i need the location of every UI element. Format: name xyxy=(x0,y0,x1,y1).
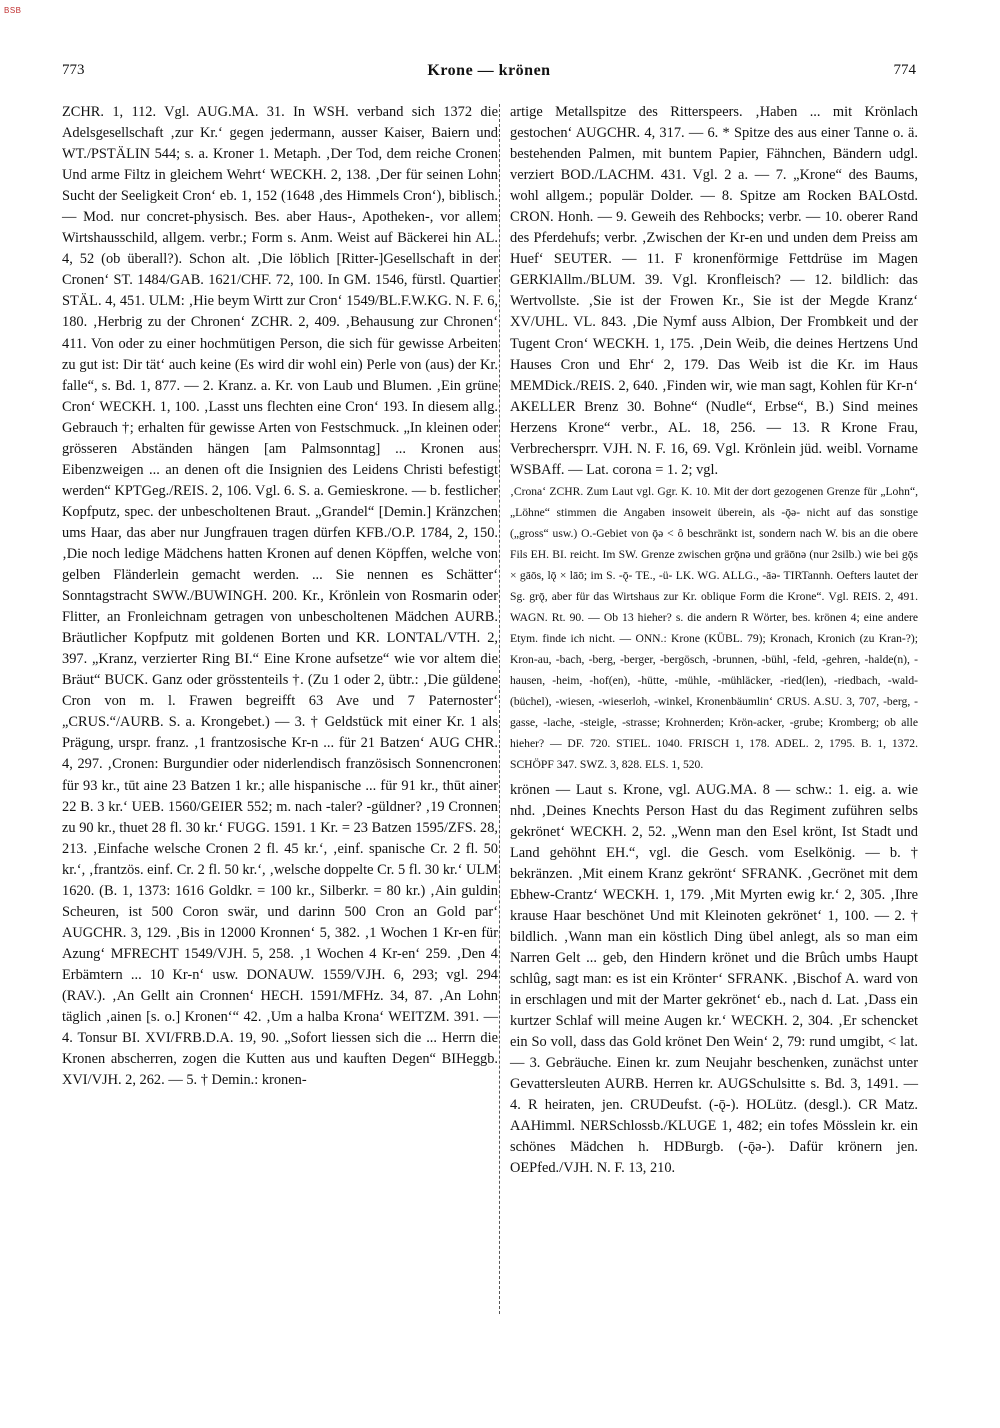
right-column xyxy=(510,102,918,1179)
entry-text-kroenen: krönen — Laut s. Krone, vgl. AUG.MA. 8 — schw.: 1. eig. a. wie nhd. ‚Deines Knechts Person Hast du das Regiment zuführen selbs gekrönet‘ WECKH. 2, 52. „Wenn man den Esel krönt, Ist Stadt und Land gehöhnt EH.“, vgl. die Gesch. vom Eselkönig. — b. † bekränzen. ‚Mit einem Kranz gekrönt‘ SFRANK. ‚Gecrönet mit dem Ebhew-Crantz‘ WECKH. 1, 179. ‚Mit Myrten ewig kr.‘ 2, 305. ‚Ihre krause Haar beschönet Und mit Kleinoten gekrönet‘ 1, 100. — 2. † bildlich. ‚Wann man ein köstlich Ding übel anlegt, als so man eim Narren Gelt ... geb, den Hindern krönet und die Brûch umbs Haupt schlûg, sagt man: es ist ein Kröntег‘ SFRANK. ‚Bischof A. ward von in erschlagen und mit der Marter gekrönet‘ eb., nach d. Lat. ‚Dass ein kurtzer Schlaf will meine Augen kr.‘ WECKH. 2, 304. ‚Er schencket ein So voll, dass das Gold krönet Den Wein‘ 2, 79: rund umgibt, < lat. — 3. Gebräuche. Einen kr. zum Neujahr beschenken, zunächst unter Gevattersleuten AURB. Herren kr. AUGSchulsitte s. Bd. 3, 1491. — 4. R heiraten, jen. CRUDeufst. (-ǭ-). HOLütz. (desgl.). CR Matz. AAHimml. NERSchlossb./KLUGE 1, 482; ein tofes Mösslein kr. ein schönes Mädchen h. HDBurgb. (-ǭə-). Dafür krönern jen. OEPfed./VJH. N. F. 13, 210. xyxy=(510,781,918,1177)
entry-text-krone-senses: artige Metallspitze des Ritterspeers. ‚Haben ... mit Krönlach gestochen‘ AUGCHR. 4, 317. — 6. * Spitze des aus einer Tanne o. ä. bestehenden Palmen, mit buntem Papier, Fähnchen, Bändern udgl. verziert BOD./LACHM. 431. Vgl. 2 a. — 7. „Krone“ des Baums, wohl allgem.; populär Dolder. — 8. Spitze am Rocken BALOstd. CRON. Honh. — 9. Geweih des Rehbocks; verbr. — 10. oberer Rand des Pferdehufs; verbr. ‚Zwischen der Kr-en und unden dem Preiss am Huef‘ SEUTER. — 11. F kronenförmige Fettdrüse im Magen GERKlAllm./BLUM. 39. Vgl. Kronfleisch? — 12. bildlich: das Wertvollste. ‚Sie ist der Frowen Kr., Sie ist der Megde Kranz‘ XV/UHL. VL. 843. ‚Die Nymf auss Albion, Der Frombkeit und der Tugent Cron‘ WECKH. 1, 175. ‚Dein Weib, die deines Hertzens Und Hauses Cron und Ehr‘ 2, 179. Das Weib ist die Kr. im Haus MEMDick./REIS. 2, 640. ‚Finden wir, wie man sagt, Kohlen für Kr-n‘ AKELLER Brenz 30. Bohne“ (Nudle“, Erbse“, B.) Sind meines Herzens Krone“ verbr., AL. 18, 256. — 13. R Krone Frau, Verbrechersprr. VJH. N. F. 16, 69. Vgl. Krönlein jüd. weibl. Vorname WSBAff. — Lat. corona = 1. 2; vgl. xyxy=(510,104,918,478)
left-column xyxy=(62,102,498,1091)
entry-text-krone-continued: ZCHR. 1, 112. Vgl. AUG.MA. 31. In WSH. verband sich 1372 die Adelsgesellschaft ‚zur Kr.‘ gegen jedermann, ausser Kaiser, Baiern und WT./PSTÄLIN 544; s. a. Kroner 1. Metaph. ‚Der Tod, dem reiche Cronen Und arme Filtz in gleichem Wehrt‘ WECKH. 2, 138. ‚Der für seinen Lohn Sucht der Seeligkeit Cron‘ eb. 1, 152 (1648 ‚des Himmels Cron‘), biblisch. — Mod. nur concret-physisch. Bes. aber Haus-, Apotheken-, vor allem Wirtshausschild, allgem. verbr.; Form s. Anm. Weist auf Bäckerei hin AL. 4, 52 (ob überall?). Schon alt. ‚Die löblich [Ritter-]Gesellschaft in der Cronen‘ ST. 1484/GAB. 1621/CHF. 72, 100. In GM. 1546, fürstl. Quartier STÄL. 4, 451. ULM: ‚Hie beym Wirtt zur Cron‘ 1549/BL.F.W.KG. N. F. 6, 180. ‚Herbrig zu der Chronen‘ ZCHR. 2, 409. ‚Behausung zur Chronen‘ 411. Von oder zu einer hochmütigen Person, die sich für gewisse Arbeiten zu gut ist: Dir tät‘ auch keine (Es wird dir wohl ein) Perle von (aus) der Kr. falle“, s. Bd. 1, 877. — 2. Kranz. a. Kr. von Laub und Blumen. ‚Ein grüne Cron‘ WECKH. 1, 100. ‚Lasst uns flechten eine Cron‘ 193. In diesem allg. Gebrauch †; erhalten für gewisse Arten von Festschmuck. „In kleinen oder grösseren Abständen hängen [am Palmsonntag] ... Kronen aus Eibenzweigen ... an denen oft die Insignien des Leidens Christi befestigt werden“ KPTGeg./REIS. 2, 106. Vgl. 6. S. a. Gemieskrone. — b. festlicher Kopfputz, spec. der unbescholtenen Braut. „Grandel“ [Demin.] Kränzchen ums Haar, das aber nur Jungfrauen tragen dürfen KFB./O.P. 1784, 2, 150. ‚Die noch ledige Mädchens hatten Kronen auf denen Köpffen, welche von gelben Fländerlein gemacht werden. ... Sie nennen es Schätter‘ Sonntagstracht SWW./BUWINGH. 200. Kr., Krönlein von Rosmarin oder Flitter, an Fronleichnam getragen von unbescholtenen Mädchen AURB. Bräutlicher Kopfputz mit goldenen Borten und KR. LONTAL/VTH. 2, 397. „Kranz, verzierter Ring BI.“ Eine Krone aufsetze“ wie vor altem die Bräut“ BUCK. Ganz oder grösstenteils †. (Zu 1 oder 2, übtr.: ‚Die güldene Cron von m. l. Frawen begreifft 63 Ave und 7 Paternoster‘ „CRUS.“/AURB. S. a. Krongebet.) — 3. † Geldstück mit einer Kr. 1 als Prägung, urspr. franz. ‚1 frantzosische Kr-n ... für 21 Batzen‘ AUG CHR. 4, 297. ‚Cronen: Burgundier oder niderlendisch französisch Sonnencronen für 93 kr., tūt aine 23 Batzen 1 kr.; alle hispanische ... für 91 kr., thūt ainer 22 B. 3 kr.‘ UEB. 1560/GEIER 552; m. nach -taler? -güldner? ‚19 Cronnen zu 90 kr., thuet 28 fl. 30 kr.‘ FUGG. 1591. 1 Kr. = 23 Batzen 1595/ZFS. 28, 213. ‚Einfache welsche Cronen 2 fl. 45 kr.‘, ‚einf. spanische Cr. 2 fl. 50 kr.‘, ‚frantzös. einf. Cr. 2 fl. 50 kr.‘, ‚welsche doppelte Cr. 5 fl. 30 kr.‘ ULM 1620. (B. 1, 1373: 1616 Goldkr. = 100 kr., Silberkr. = 80 kr.) ‚Ain guldin Scheuren, ist 500 Coron swär, und darinn 500 Cron an Gold par‘ AUGCHR. 3, 129. ‚Bis in 12000 Kronnen‘ 5, 382. ‚1 Wochen 1 Kr-en für Azung‘ MFRECHT 1549/VJH. 5, 258. ‚1 Wochen 4 Kr-en‘ 259. ‚Den 4 Erbämtern ... 10 Kr-n‘ usw. DONAUW. 1559/VJH. 6, 293; vgl. 294 (RAV.). ‚An Gellt ain Cronnen‘ HECH. 1591/MFHz. 34, 87. ‚An Lohn täglich ‚ainen [s. o.] Kronen‘“ 42. ‚Um a halba Krona‘ WEITZM. 391. — 4. Tonsur BI. XVI/FRB.D.A. 19, 90. „Sofort liessen sich die ... Herrn die Kronen abscherren, zogen die Kutten aus und kauften Degen“ BIHeggb. XVI/VJH. 2, 262. — 5. † Demin.: kronen- xyxy=(62,104,498,1089)
entry-note-small-print: ‚Crona‘ ZCHR. Zum Laut vgl. Ggr. K. 10. Mit der dort gezogenen Grenze für „Lohn“, „Löhne“ stimmen die Angaben insoweit überein, als -ǭə- nicht auf das sonstige („gross“ usw.) O.-Gebiet von ǭə < ô beschränkt ist, sondern nach W. bis an die obere Fils EH. BI. reicht. Im SW. Grenze zwischen grǭnə und gräōnə (nur 2silb.) wie bei gǭs × gāōs, lǭ × lāō; im S. -ǭ- TE., -ü- LK. WG. ALLG., -āə- TIRTannh. Oefters lautet der Sg. grǭ, aber für das Wirtshaus zur Kr. obliquе Form die Krone“. Vgl. REIS. 2, 491. WAGN. Rt. 90. — Ob 13 hieher? s. die andern R Wörter, bes. krönen 4; eine andere Etym. finde ich nicht. — ONN.: Krone (KÜBL. 79); Kronach, Kronich (zu Kran-?); Kron-au, -bach, -berg, -berger, -bergösch, -brunnen, -bühl, -feld, -gehren, -halde(n), -hausen, -heim, -hof(en), -hütte, -mühle, -mühläcker, -ried(len), -riedbach, -wald-(büchel), -wiesen, -wieserloh, -winkel, Kronenbäumlin‘ CRUS. A.SU. 3, 707, -berg, -gasse, -lache, -steigle, -strasse; Krohnerden; Krön-acker, -grube; Kromberg; ob alle hieher? — DF. 720. STIEL. 1040. FRISCH 1, 178. ADEL. 2, 1795. B. 1, 1372. SCHÖPF 347. SWZ. 3, 828. ELS. 1, 520. xyxy=(510,484,918,772)
page-number-right: 774 xyxy=(893,62,916,78)
page-number-left: 773 xyxy=(62,62,85,78)
library-stamp: BSB xyxy=(4,6,22,15)
running-title: Krone — krönen xyxy=(427,62,551,79)
page-header xyxy=(62,62,916,88)
column-divider xyxy=(499,104,500,1314)
